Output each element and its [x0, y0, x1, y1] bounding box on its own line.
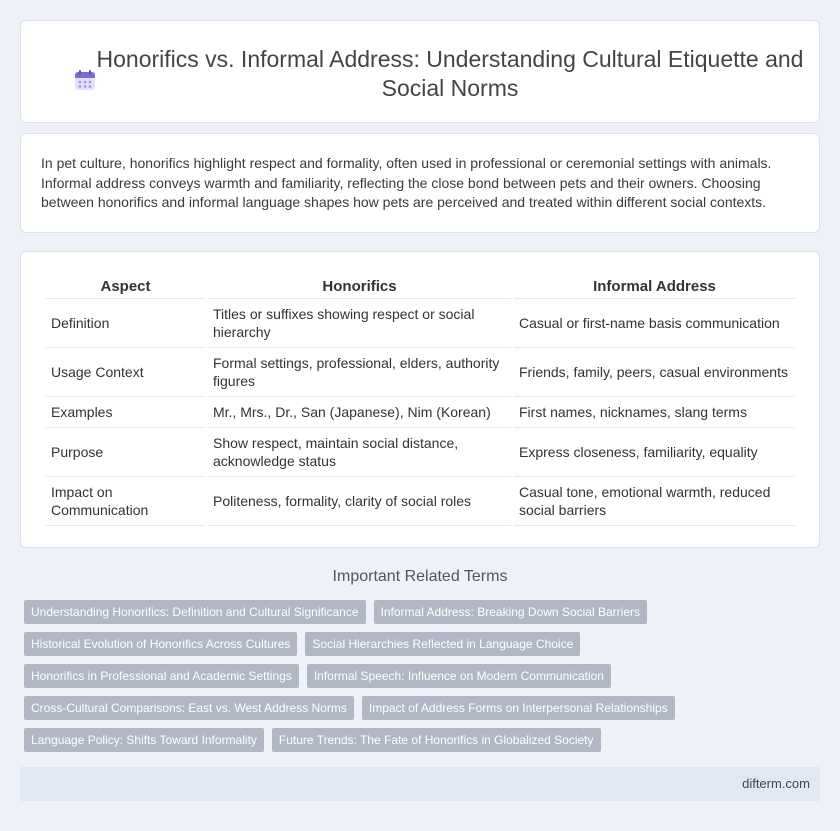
table-cell: Casual or first-name basis communication: [514, 299, 795, 348]
table-cell: Show respect, maintain social distance, acknowledge status: [208, 428, 511, 477]
comparison-table-card: [20, 251, 820, 548]
table-row: [46, 428, 795, 477]
page-title: Honorifics vs. Informal Address: Understanding Cultural Etiquette and Social Norms: [96, 46, 804, 101]
header-aspect: Aspect: [46, 276, 205, 299]
related-term-tag[interactable]: Informal Address: Breaking Down Social Barriers: [374, 600, 647, 624]
related-term-tag[interactable]: Cross-Cultural Comparisons: East vs. West Address Norms: [24, 696, 354, 720]
table-cell: First names, nicknames, slang terms: [514, 397, 795, 428]
header-honorifics: Honorifics: [208, 276, 511, 299]
footer: [20, 767, 820, 801]
table-cell: Casual tone, emotional warmth, reduced social barriers: [514, 477, 795, 526]
table-cell: Impact on Communication: [46, 477, 205, 526]
related-term-tag[interactable]: Impact of Address Forms on Interpersonal Relationships: [362, 696, 675, 720]
intro-paragraph: In pet culture, honorifics highlight respect and formality, often used in professional or ceremonial settings with animals. Informal address conveys warmth and familiarity, reflecting the close bond between pets and their owners. Choosing between honorifics and informal language shapes how pets are perceived and treated within different social contexts.: [41, 155, 772, 210]
related-term-tag[interactable]: Language Policy: Shifts Toward Informality: [24, 728, 264, 752]
table-row: [46, 348, 795, 397]
related-term-tag[interactable]: Social Hierarchies Reflected in Language Choice: [305, 632, 580, 656]
related-term-tag[interactable]: Honorifics in Professional and Academic Settings: [24, 664, 299, 688]
table-cell: Usage Context: [46, 348, 205, 397]
related-term-tag[interactable]: Understanding Honorifics: Definition and Cultural Significance: [24, 600, 366, 624]
table-cell: Examples: [46, 397, 205, 428]
table-row: [46, 477, 795, 526]
footer-site-link[interactable]: difterm.com: [742, 776, 810, 791]
table-cell: Politeness, formality, clarity of social roles: [208, 477, 511, 526]
table-row: [46, 397, 795, 428]
table-cell: Mr., Mrs., Dr., San (Japanese), Nim (Korean): [208, 397, 511, 428]
related-term-tag[interactable]: Future Trends: The Fate of Honorifics in Globalized Society: [272, 728, 601, 752]
table-cell: Express closeness, familiarity, equality: [514, 428, 795, 477]
table-header-row: [46, 276, 795, 299]
tag-row: [24, 600, 814, 624]
comparison-table: [43, 276, 798, 526]
table-cell: Definition: [46, 299, 205, 348]
tag-row: [24, 728, 814, 752]
table-row: [46, 299, 795, 348]
related-term-tag[interactable]: Informal Speech: Influence on Modern Communication: [307, 664, 611, 688]
header-informal-address: Informal Address: [514, 276, 795, 299]
tag-row: [24, 664, 814, 688]
related-terms-list: [24, 600, 814, 760]
table-cell: Friends, family, peers, casual environments: [514, 348, 795, 397]
table-cell: Titles or suffixes showing respect or social hierarchy: [208, 299, 511, 348]
related-terms-title: Important Related Terms: [332, 568, 508, 585]
table-cell: Purpose: [46, 428, 205, 477]
tag-row: [24, 632, 814, 656]
tag-row: [24, 696, 814, 720]
title-card: [20, 20, 820, 123]
table-cell: Formal settings, professional, elders, authority figures: [208, 348, 511, 397]
intro-card: [20, 133, 820, 233]
related-term-tag[interactable]: Historical Evolution of Honorifics Across Cultures: [24, 632, 297, 656]
